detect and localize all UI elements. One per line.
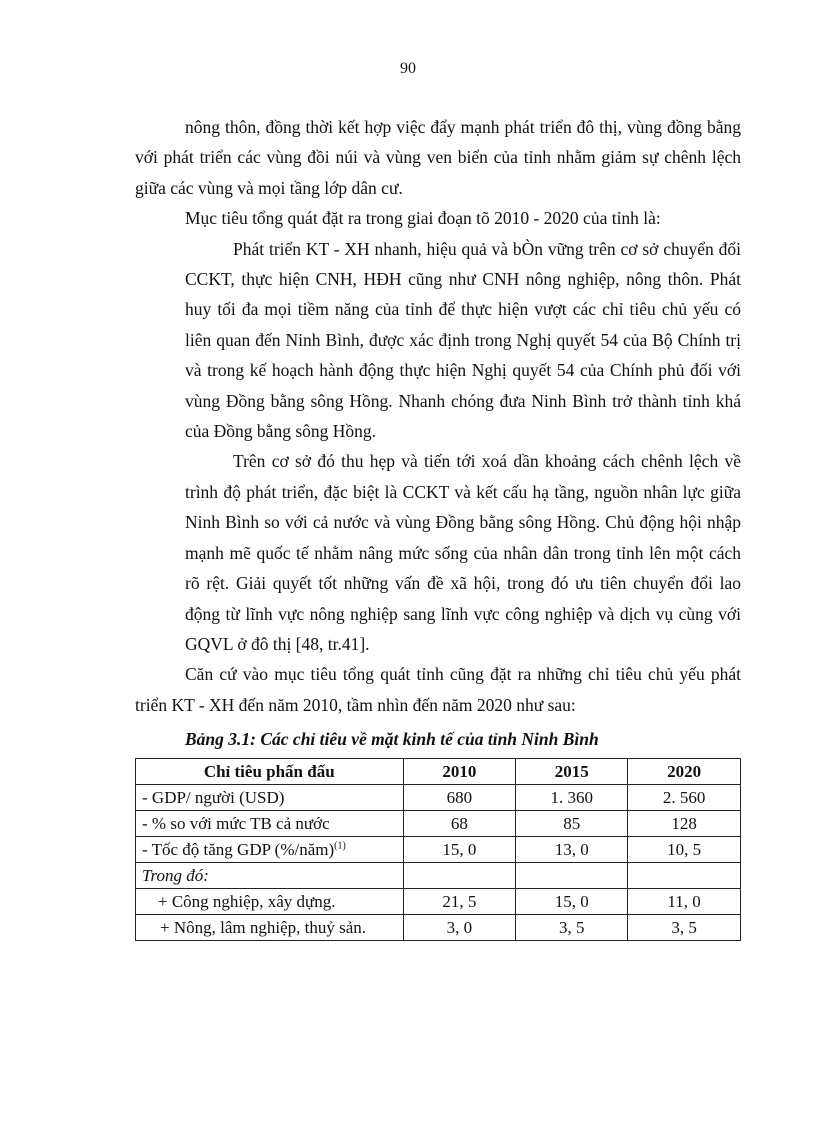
cell-empty: [628, 863, 741, 889]
cell-value: 3, 5: [628, 915, 741, 941]
cell-value: 15, 0: [403, 837, 516, 863]
row-label-in-which: Trong đó:: [136, 863, 404, 889]
cell-value: 1. 360: [516, 785, 628, 811]
row-label: - % so với mức TB cả nước: [136, 811, 404, 837]
row-label-with-footnote: [136, 837, 404, 863]
header-2010: 2010: [403, 759, 516, 785]
cell-empty: [403, 863, 516, 889]
table-row: [136, 785, 741, 811]
economic-indicators-table: [135, 758, 741, 941]
cell-value: 10, 5: [628, 837, 741, 863]
paragraph-3-quote: Phát triển KT - XH nhanh, hiệu quả và bÒn vững trên cơ sở chuyển đổi CCKT, thực hiện CNH, HĐH cũng như CNH nông nghiệp, nông thôn. Phát huy tối đa mọi tiềm năng của tỉnh để thực hiện vượt các chỉ tiêu chủ yếu có liên quan đến Ninh Bình, được xác định trong Nghị quyết 54 của Bộ Chính trị và trong kế hoạch hành động thực hiện Nghị quyết 54 của Chính phủ đối với vùng Đồng bằng sông Hồng. Nhanh chóng đưa Ninh Bình trở thành tỉnh khá của Đồng bằng sông Hồng.: [185, 238, 741, 442]
document-body: [135, 112, 741, 941]
cell-value: 85: [516, 811, 628, 837]
cell-value: 11, 0: [628, 889, 741, 915]
paragraph-4-quote: Trên cơ sở đó thu hẹp và tiến tới xoá dần khoảng cách chênh lệch về trình độ phát triển, đặc biệt là CCKT và kết cấu hạ tầng, nguồn nhân lực giữa Ninh Bình so với cả nước và vùng Đồng bằng sông Hồng. Chủ động hội nhập mạnh mẽ quốc tế nhằm nâng mức sống của nhân dân trong tỉnh lên một cách rõ rệt. Giải quyết tốt những vấn đề xã hội, trong đó ưu tiên chuyển đổi lao động từ lĩnh vực nông nghiệp sang lĩnh vực công nghiệp và dịch vụ cùng với GQVL ở đô thị [48, tr.41].: [185, 451, 741, 654]
footnote-mark: (1): [334, 840, 346, 852]
cell-value: 2. 560: [628, 785, 741, 811]
table-row: [136, 889, 741, 915]
cell-empty: [516, 863, 628, 889]
cell-value: 3, 0: [403, 915, 516, 941]
paragraph-5: Căn cứ vào mục tiêu tổng quát tỉnh cũng đặt ra những chỉ tiêu chủ yếu phát triển KT - XH đến năm 2010, tầm nhìn đến năm 2020 như sau:: [135, 664, 741, 715]
row-label: - Tốc độ tăng GDP (%/năm): [142, 840, 335, 860]
row-label-sub: + Công nghiệp, xây dựng.: [136, 889, 404, 915]
table-row: [136, 915, 741, 941]
header-2015: 2015: [516, 759, 628, 785]
cell-value: 3, 5: [516, 915, 628, 941]
paragraph-2: Mục tiêu tổng quát đặt ra trong giai đoạn tõ 2010 - 2020 của tỉnh là:: [185, 208, 661, 229]
row-label: - GDP/ người (USD): [136, 785, 404, 811]
table-header-row: [136, 759, 741, 785]
table-row: [136, 863, 741, 889]
table-row: [136, 811, 741, 837]
cell-value: 680: [403, 785, 516, 811]
cell-value: 15, 0: [516, 889, 628, 915]
page-number: 90: [400, 60, 416, 77]
paragraph-1: nông thôn, đồng thời kết hợp việc đẩy mạnh phát triển đô thị, vùng đồng bằng với phát triển các vùng đồi núi và vùng ven biển của tỉnh nhằm giảm sự chênh lệch giữa các vùng và mọi tầng lớp dân cư.: [135, 117, 741, 198]
row-label-sub: + Nông, lâm nghiệp, thuỷ sản.: [136, 915, 404, 941]
table-row: [136, 837, 741, 863]
cell-value: 21, 5: [403, 889, 516, 915]
header-2020: 2020: [628, 759, 741, 785]
cell-value: 13, 0: [516, 837, 628, 863]
header-indicator: Chỉ tiêu phấn đấu: [136, 759, 404, 785]
cell-value: 128: [628, 811, 741, 837]
table-caption: Bảng 3.1: Các chỉ tiêu về mặt kinh tế của tỉnh Ninh Bình: [185, 729, 599, 750]
cell-value: 68: [403, 811, 516, 837]
